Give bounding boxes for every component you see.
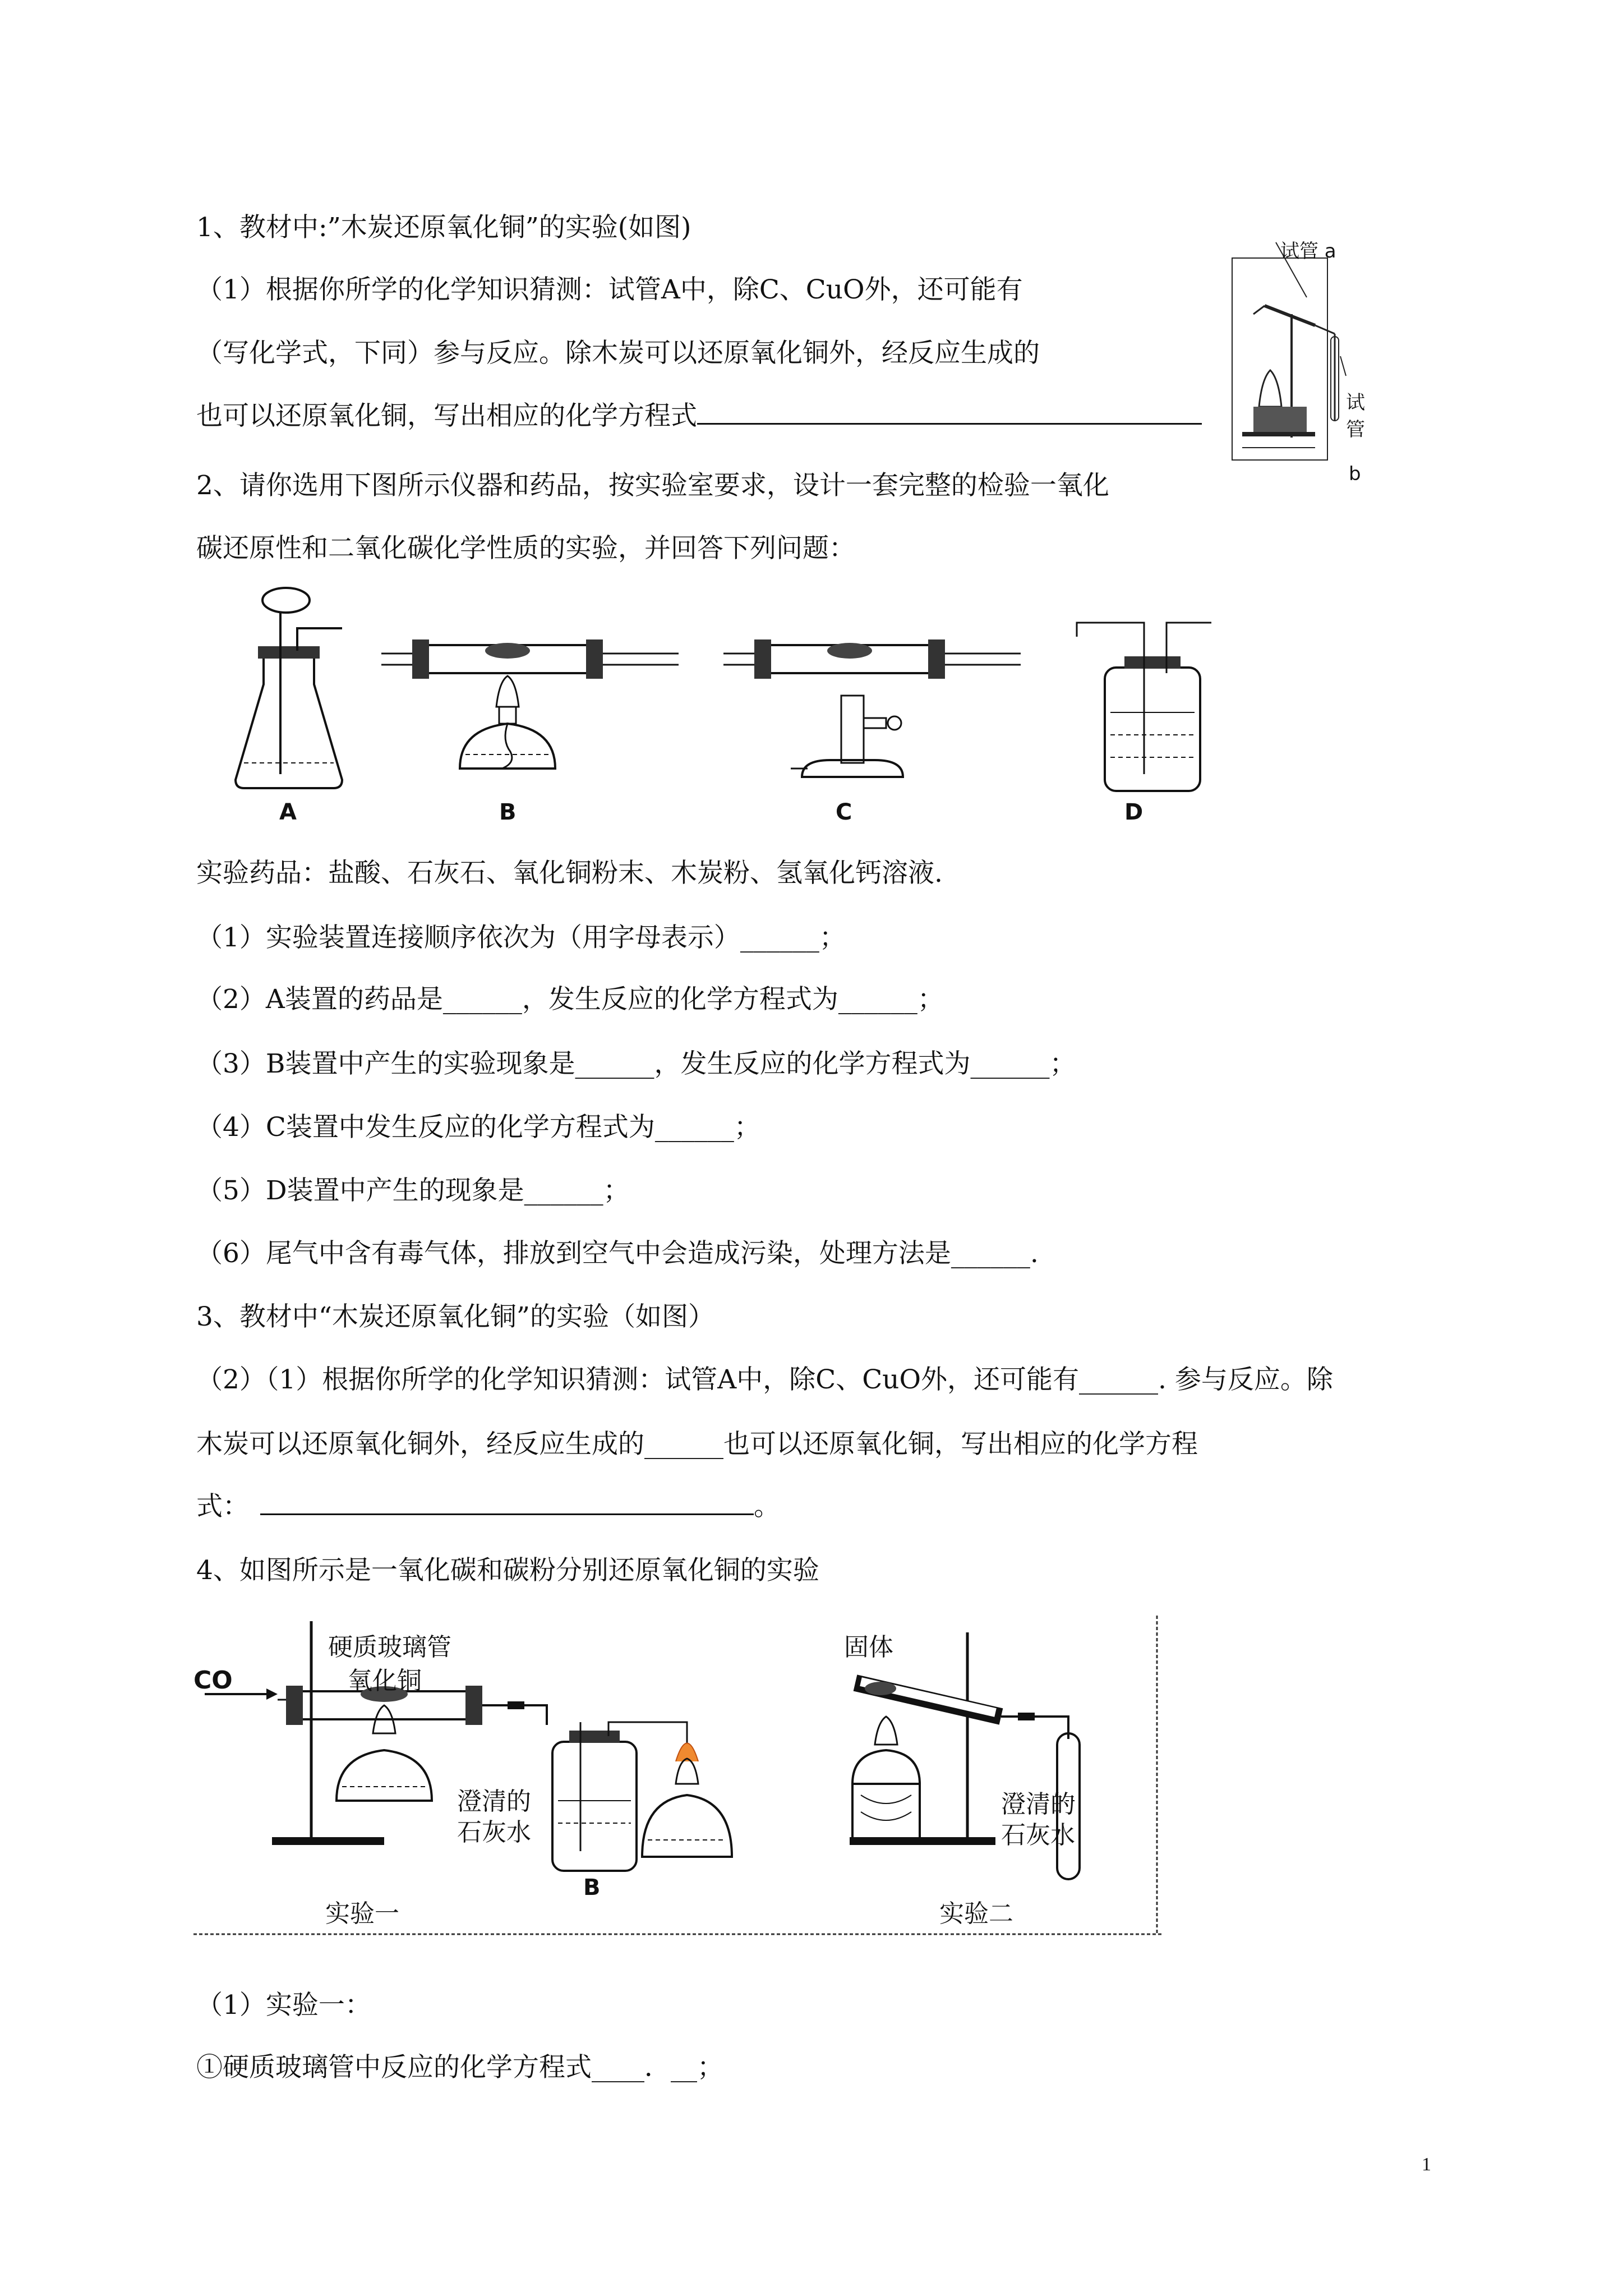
label-d: D bbox=[1124, 799, 1144, 825]
bottle-b-label: B bbox=[583, 1875, 601, 1901]
q2-apparatus-drawing bbox=[219, 583, 1211, 830]
q3-line2: 木炭可以还原氧化铜外，经反应生成的______也可以还原氧化铜，写出相应的化学方程 bbox=[196, 1429, 1198, 1460]
q1-title: 1、教材中:”木炭还原氧化铜”的实验(如图) bbox=[196, 212, 691, 243]
label-c: C bbox=[836, 799, 852, 825]
co-label: CO bbox=[193, 1666, 233, 1695]
q2-item-5: （5）D装置中产生的现象是______； bbox=[196, 1175, 630, 1206]
q1-label-b3: b bbox=[1349, 463, 1361, 485]
apparatus-a bbox=[236, 588, 342, 788]
q4-item-1: ①硬质玻璃管中反应的化学方程式____．__； bbox=[196, 2052, 723, 2083]
q4-figure bbox=[193, 1616, 1164, 1947]
q3-line3 bbox=[196, 1490, 780, 1524]
q2-item-2: （2）A装置的药品是______，发生反应的化学方程式为______； bbox=[196, 984, 944, 1015]
experiment-1-label: 实验一 bbox=[325, 1899, 399, 1928]
q2-line2: 碳还原性和二氧化碳化学性质的实验，并回答下列问题： bbox=[196, 533, 855, 564]
q1-line1: （1）根据你所学的化学知识猜测：试管A中，除C、CuO外，还可能有 bbox=[196, 274, 1023, 305]
label-b: B bbox=[499, 799, 517, 825]
q1-figure bbox=[1231, 236, 1371, 485]
q3-line3-end: 。 bbox=[754, 1491, 780, 1522]
q1-line3-text: 也可以还原氧化铜，写出相应的化学方程式 bbox=[196, 401, 697, 431]
q2-item-1: （1）实验装置连接顺序依次为（用字母表示）______； bbox=[196, 922, 846, 953]
experiment-2-label: 实验二 bbox=[939, 1899, 1013, 1928]
solid-label: 固体 bbox=[844, 1633, 893, 1662]
q2-item-6: （6）尾气中含有毒气体，排放到空气中会造成污染，处理方法是______. bbox=[196, 1238, 1039, 1269]
page-number: 1 bbox=[1422, 2154, 1431, 2175]
q2-reagents: 实验药品：盐酸、石灰石、氧化铜粉末、木炭粉、氢氧化钙溶液. bbox=[196, 858, 943, 889]
q1-label-b1: 试 bbox=[1346, 392, 1365, 414]
apparatus-c bbox=[723, 639, 1021, 777]
q1-label-b2: 管 bbox=[1346, 418, 1365, 441]
limewater-1-label-b: 石灰水 bbox=[457, 1818, 531, 1847]
limewater-2-label-a: 澄清的 bbox=[1001, 1790, 1075, 1819]
q4-sub: （1）实验一： bbox=[196, 1990, 371, 2021]
q3-line1: （2）（1）根据你所学的化学知识猜测：试管A中，除C、CuO外，还可能有______. 参与反应。除 bbox=[196, 1364, 1333, 1395]
q2-apparatus-figure bbox=[219, 583, 1211, 830]
q1-line2: （写化学式，下同）参与反应。除木炭可以还原氧化铜外，经反应生成的 bbox=[196, 338, 1040, 369]
carbon-reduction-apparatus bbox=[1231, 236, 1371, 482]
apparatus-d bbox=[1077, 623, 1211, 791]
q1-answer-line bbox=[697, 401, 1202, 425]
q2-item-4: （4）C装置中发生反应的化学方程式为______； bbox=[196, 1112, 760, 1143]
q2-item-3: （3）B装置中产生的实验现象是______，发生反应的化学方程式为______； bbox=[196, 1048, 1076, 1079]
apparatus-b bbox=[381, 639, 679, 769]
q3-line3-text: 式： bbox=[196, 1491, 249, 1522]
limewater-1-label-a: 澄清的 bbox=[457, 1787, 531, 1816]
q4-title: 4、如图所示是一氧化碳和碳粉分别还原氧化铜的实验 bbox=[196, 1555, 819, 1586]
hard-glass-tube-label: 硬质玻璃管 bbox=[328, 1633, 451, 1662]
q1-label-a: 试管 a bbox=[1280, 240, 1336, 263]
q3-title: 3、教材中“木炭还原氧化铜”的实验（如图） bbox=[196, 1301, 714, 1332]
q3-answer-line bbox=[260, 1491, 754, 1515]
q2-line1: 2、请你选用下图所示仪器和药品，按实验室要求，设计一套完整的检验一氧化 bbox=[196, 470, 1109, 501]
q1-line3 bbox=[196, 399, 1202, 433]
copper-oxide-label: 氧化铜 bbox=[348, 1667, 422, 1695]
limewater-2-label-b: 石灰水 bbox=[1001, 1821, 1075, 1849]
label-a: A bbox=[279, 799, 297, 825]
